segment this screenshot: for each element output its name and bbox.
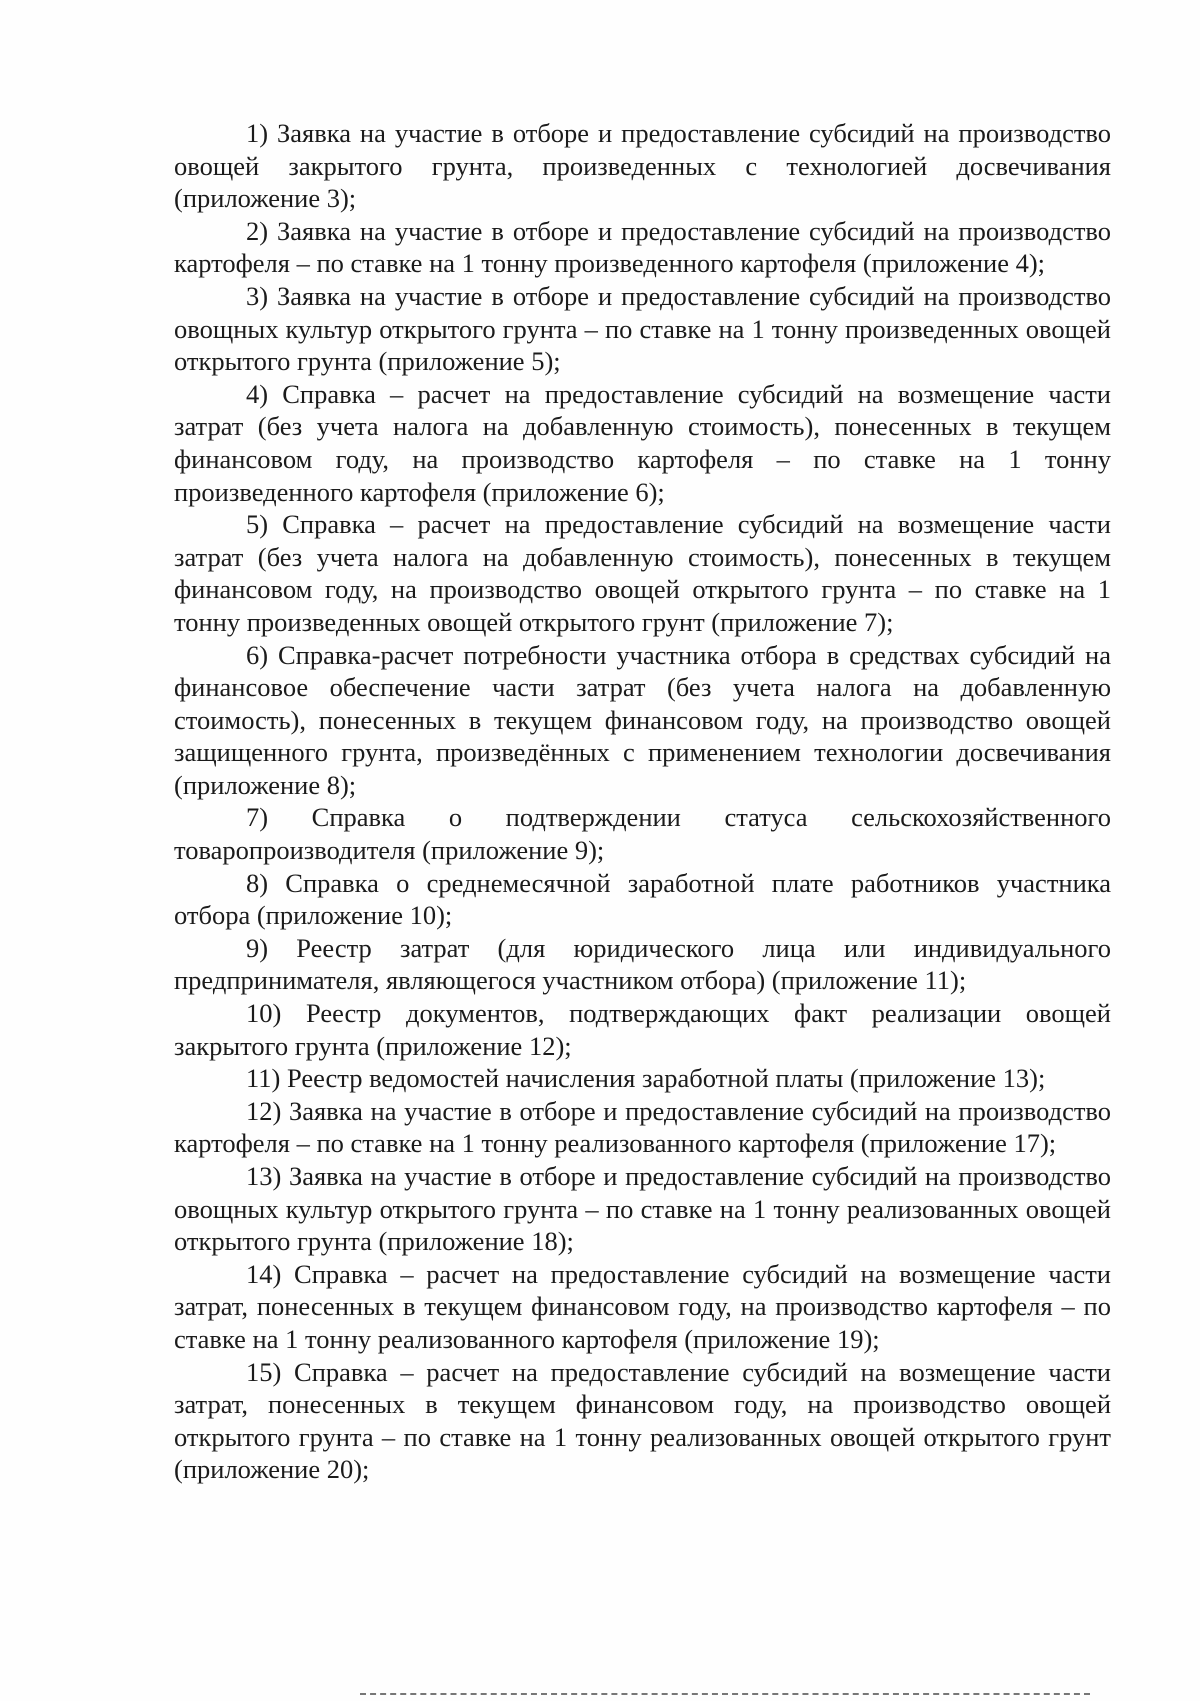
list-item: 14) Справка – расчет на предоставление субсидий на возмещение части затрат, понесенных в текущем финансовом году, на производство картофеля – по ставке на 1 тонну реализованного картофеля (приложение 19); xyxy=(174,1258,1111,1354)
list-item: 11) Реестр ведомостей начисления заработной платы (приложение 13); xyxy=(246,1063,1046,1094)
list-item: 12) Заявка на участие в отборе и предоставление субсидий на производство картофеля – по ставке на 1 тонну реализованного картофеля (приложение 17); xyxy=(174,1095,1111,1159)
list-item: 5) Справка – расчет на предоставление субсидий на возмещение части затрат (без учета налога на добавленную стоимость), понесенных в текущем финансовом году, на производство овощей открытого грунта – по ставке на 1 тонну произведенных овощей открытого грунт (приложение 7); xyxy=(174,509,1111,637)
list-item: 6) Справка-расчет потребности участника отбора в средствах субсидий на финансовое обеспечение части затрат (без учета налога на добавленную стоимость), понесенных в текущем финансовом году, на производство овощей защищенного грунта, произведённых с применением технологии досвечивания (приложение 8); xyxy=(174,639,1111,800)
list-item: 1) Заявка на участие в отборе и предоставление субсидий на производство овощей закрытого грунта, произведенных с технологией досвечивания (приложение 3); xyxy=(174,118,1111,214)
document-body xyxy=(174,117,1111,1486)
list-item: 9) Реестр затрат (для юридического лица или индивидуального предпринимателя, являющегося участником отбора) (приложение 11); xyxy=(174,932,1111,996)
list-item: 2) Заявка на участие в отборе и предоставление субсидий на производство картофеля – по ставке на 1 тонну произведенного картофеля (приложение 4); xyxy=(174,215,1111,279)
list-item: 4) Справка – расчет на предоставление субсидий на возмещение части затрат (без учета налога на добавленную стоимость), понесенных в текущем финансовом году, на производство картофеля – по ставке на 1 тонну произведенного картофеля (приложение 6); xyxy=(174,378,1111,507)
list-item: 8) Справка о среднемесячной заработной плате работников участника отбора (приложение 10); xyxy=(174,867,1111,931)
bottom-divider xyxy=(360,1693,1090,1695)
list-item: 7) Справка о подтверждении статуса сельскохозяйственного товаропроизводителя (приложение 9); xyxy=(174,802,1111,866)
list-item: 3) Заявка на участие в отборе и предоставление субсидий на производство овощных культур открытого грунта – по ставке на 1 тонну произведенных овощей открытого грунта (приложение 5); xyxy=(174,280,1111,377)
list-item: 10) Реестр документов, подтверждающих факт реализации овощей закрытого грунта (приложение 12); xyxy=(174,998,1111,1061)
list-item: 13) Заявка на участие в отборе и предоставление субсидий на производство овощных культур открытого грунта – по ставке на 1 тонну реализованных овощей открытого грунта (приложение 18); xyxy=(174,1161,1111,1257)
list-item: 15) Справка – расчет на предоставление субсидий на возмещение части затрат, понесенных в текущем финансовом году, на производство овощей открытого грунта – по ставке на 1 тонну реализованных овощей открытого грунт (приложение 20); xyxy=(174,1356,1111,1485)
